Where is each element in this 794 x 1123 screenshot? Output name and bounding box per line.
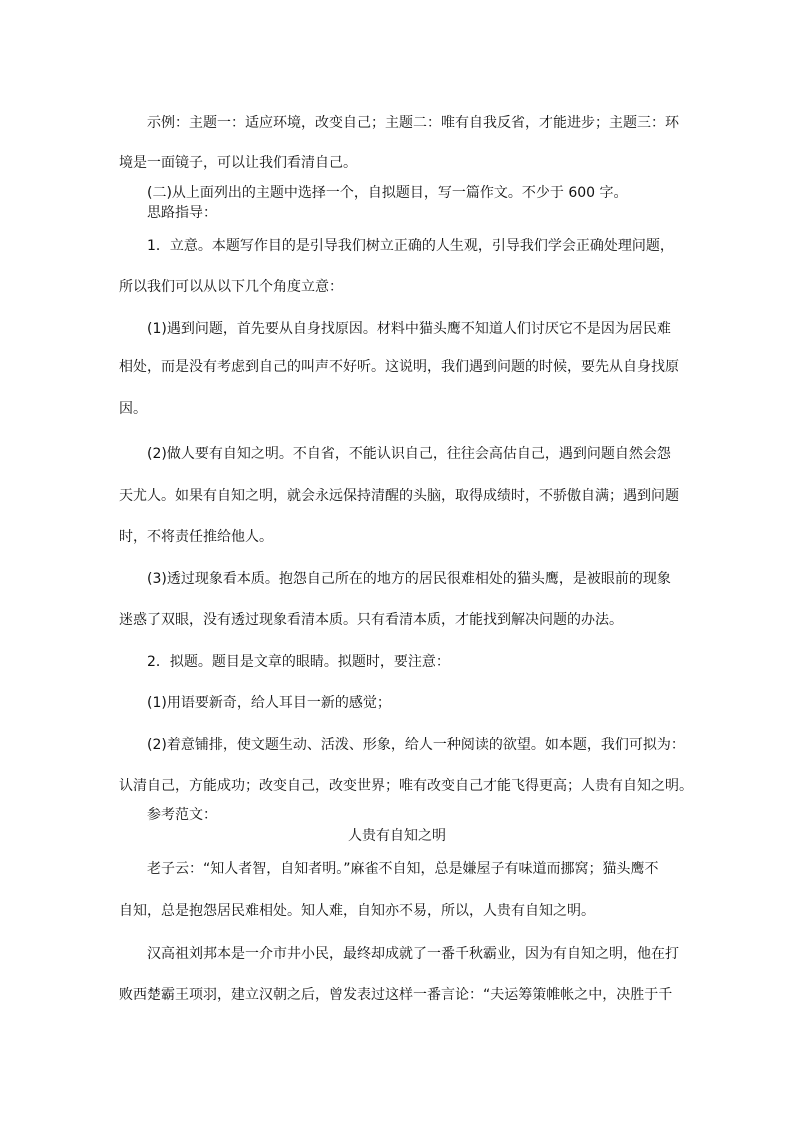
text-line: 时，不将责任推给他人。 bbox=[119, 529, 273, 545]
text-line: (1)遇到问题，首先要从自身找原因。材料中猫头鹰不知道人们讨厌它不是因为居民难 bbox=[147, 321, 671, 337]
text-line: 天尤人。如果有自知之明，就会永远保持清醒的头脑，取得成绩时，不骄傲自满；遇到问题 bbox=[119, 488, 679, 504]
text-line: 老子云：“知人者智，自知者明。”麻雀不自知，总是嫌屋子有味道而挪窝；猫头鹰不 bbox=[147, 861, 659, 877]
text-line: 因。 bbox=[119, 401, 147, 417]
text-line: 自知，总是抱怨居民难相处。知人难，自知亦不易，所以，人贵有自知之明。 bbox=[119, 903, 595, 919]
text-line: 所以我们可以从以下几个角度立意： bbox=[119, 279, 343, 295]
text-line: 汉高祖刘邦本是一介市井小民，最终却成就了一番千秋霸业，因为有自知之明，他在打 bbox=[147, 946, 679, 962]
section-heading: 参考范文： bbox=[147, 807, 217, 823]
text-line: 败西楚霸王项羽，建立汉朝之后，曾发表过这样一番言论：“夫运筹策帷帐之中，决胜于千 bbox=[119, 987, 673, 1003]
text-line: 认清自己，方能成功；改变自己，改变世界；唯有改变自己才能飞得更高；人贵有自知之明。 bbox=[119, 778, 693, 794]
text-line: (1)用语要新奇，给人耳目一新的感觉； bbox=[147, 695, 391, 711]
section-heading: 思路指导： bbox=[147, 205, 217, 221]
text-line: 迷惑了双眼，没有透过现象看清本质。只有看清本质，才能找到解决问题的办法。 bbox=[119, 612, 623, 628]
text-line: (3)透过现象看本质。抱怨自己所在的地方的居民很难相处的猫头鹰，是被眼前的现象 bbox=[147, 571, 671, 587]
text-line: (二)从上面列出的主题中选择一个，自拟题目，写一篇作文。不少于 600 字。 bbox=[147, 185, 628, 201]
text-line: (2)着意铺排，使文题生动、活泼、形象，给人一种阅读的欲望。如本题，我们可拟为： bbox=[147, 737, 685, 753]
essay-title: 人贵有自知之明 bbox=[348, 828, 446, 844]
text-line: (2)做人要有自知之明。不自省，不能认识自己，往往会高估自己，遇到问题自然会怨 bbox=[147, 446, 671, 462]
text-line: 相处，而是没有考虑到自己的叫声不好听。这说明，我们遇到问题的时候，要先从自身找原 bbox=[119, 359, 679, 375]
text-line: 示例：主题一：适应环境，改变自己；主题二：唯有自我反省，才能进步；主题三：环 bbox=[147, 115, 679, 131]
text-line: 1．立意。本题写作目的是引导我们树立正确的人生观，引导我们学会正确处理问题， bbox=[147, 238, 674, 254]
text-line: 境是一面镜子，可以让我们看清自己。 bbox=[119, 155, 357, 171]
text-line: 2．拟题。题目是文章的眼睛。拟题时，要注意： bbox=[147, 654, 450, 670]
